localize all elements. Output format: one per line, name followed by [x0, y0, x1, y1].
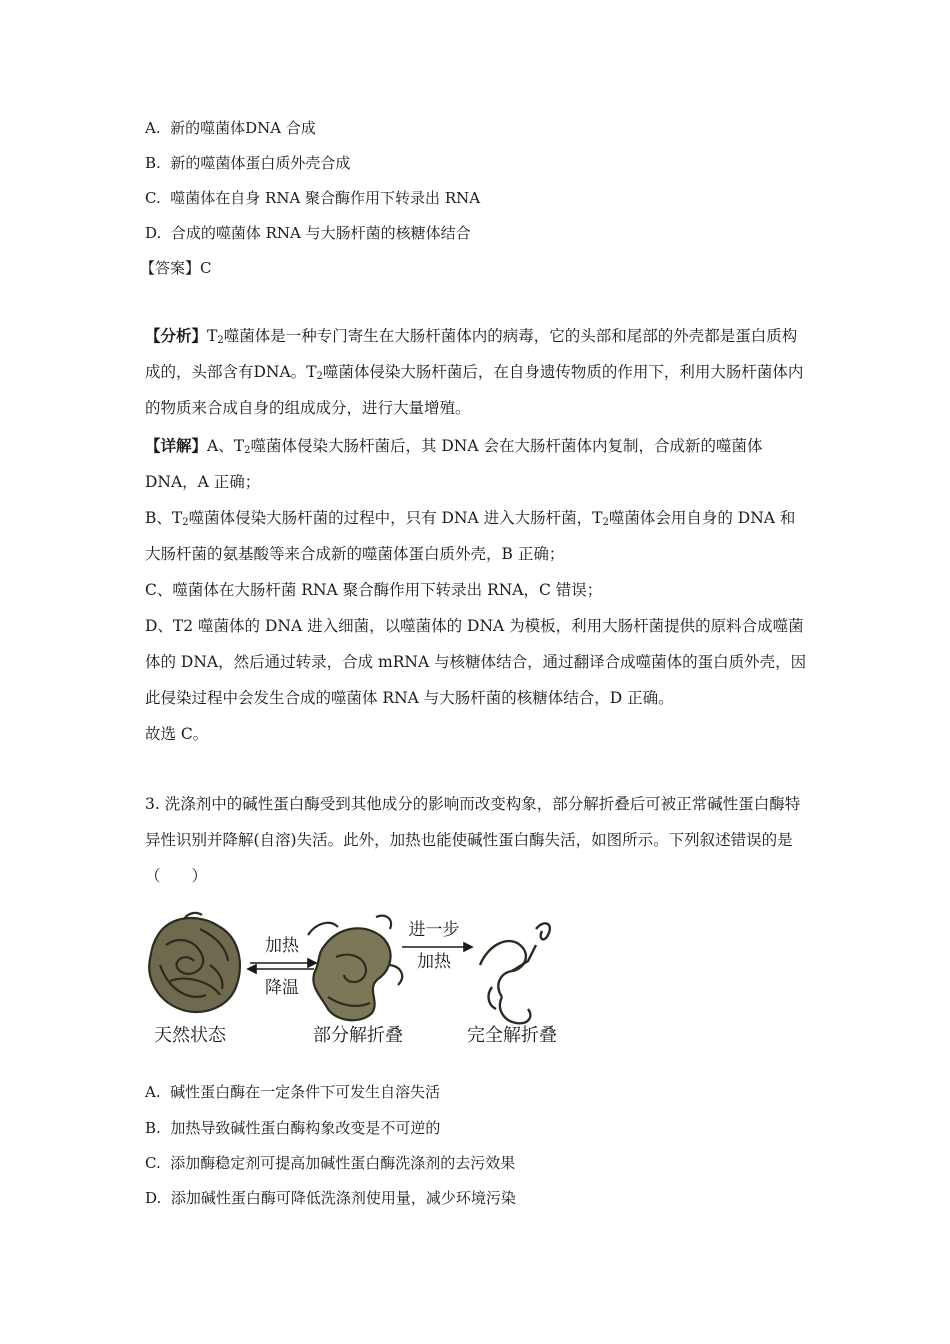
reversible-arrow — [248, 959, 316, 973]
q3-option-c: C. 添加酶稳定剂可提高加碱性蛋白酶洗涤剂的去污效果 — [145, 1154, 516, 1172]
state2-caption: 部分解折叠 — [313, 1025, 403, 1045]
native-protein-illustration — [149, 913, 240, 1012]
arrow1-top-label: 加热 — [265, 936, 299, 955]
arrow2-bottom-label: 加热 — [417, 952, 451, 971]
fully-unfolded-protein-illustration — [480, 923, 550, 1023]
figure-svg — [140, 905, 570, 1053]
q3-option-a: A. 碱性蛋白酶在一定条件下可发生自溶失活 — [145, 1083, 441, 1101]
q2-detail-b: B、$T_2$噬菌体侵染大肠杆菌的过程中，只有 DNA 进入大肠杆菌，$T_2$噬菌体会用自身的 DNA 和大肠杆菌的氨基酸等来合成新的噬菌体蛋白质外壳，B 正确； — [145, 509, 796, 563]
q2-option-d: D. 合成的噬菌体 RNA 与大肠杆菌的核糖体结合 — [145, 224, 471, 242]
arrow2-top-label: 进一步 — [408, 920, 460, 939]
q3-option-b: B. 加热导致碱性蛋白酶构象改变是不可逆的 — [145, 1119, 441, 1137]
q2-analysis: 【分析】$T_2$噬菌体是一种专门寄生在大肠杆菌体内的病毒，它的头部和尾部的外壳都是蛋白质构成的，头部含有DNA。$T_2$噬菌体侵染大肠杆菌后，在自身遗传物质的作用下，利用大肠杆菌体内的物质来合成自身的组成成分，进行大量增殖。 — [145, 326, 804, 417]
q2-option-b: B. 新的噬菌体蛋白质外壳合成 — [145, 154, 351, 172]
arrow1-bottom-label: 降温 — [265, 978, 299, 997]
protein-unfolding-figure — [140, 905, 570, 1053]
state1-caption: 天然状态 — [154, 1025, 226, 1045]
irreversible-arrow — [402, 943, 472, 951]
q2-answer: 【答案】C — [140, 259, 212, 277]
q2-detail-c: C、噬菌体在大肠杆菌 RNA 聚合酶作用下转录出 RNA，C 错误； — [145, 581, 603, 599]
q2-conclusion: 故选 C。 — [145, 725, 209, 743]
q2-detail-a: 【详解】A、$T_2$噬菌体侵染大肠杆菌后，其 DNA 会在大肠杆菌体内复制，合成新的噬菌体 DNA，A 正确； — [145, 436, 763, 491]
q2-option-c: C. 噬菌体在自身 RNA 聚合酶作用下转录出 RNA — [145, 189, 481, 207]
q2-detail-d: D、T2 噬菌体的 DNA 进入细菌，以噬菌体的 DNA 为模板，利用大肠杆菌提供的原料合成噬菌体的 DNA，然后通过转录，合成 mRNA 与核糖体结合，通过翻译合成噬菌体的蛋白质外壳，因此侵染过程中会发生合成的噬菌体 RNA 与大肠杆菌的核糖体结合，D 正确。 — [145, 617, 807, 707]
partially-unfolded-protein-illustration — [308, 916, 402, 1020]
q3-option-d: D. 添加碱性蛋白酶可降低洗涤剂使用量，减少环境污染 — [145, 1189, 516, 1207]
q3-stem: 3. 洗涤剂中的碱性蛋白酶受到其他成分的影响而改变构象，部分解折叠后可被正常碱性蛋白酶特异性识别并降解(自溶)失活。此外，加热也能使碱性蛋白酶失活，如图所示。下列叙述错误的是（ ） — [145, 795, 801, 885]
state3-caption: 完全解折叠 — [467, 1025, 557, 1045]
q2-option-a: A. 新的噬菌体DNA 合成 — [145, 119, 316, 137]
